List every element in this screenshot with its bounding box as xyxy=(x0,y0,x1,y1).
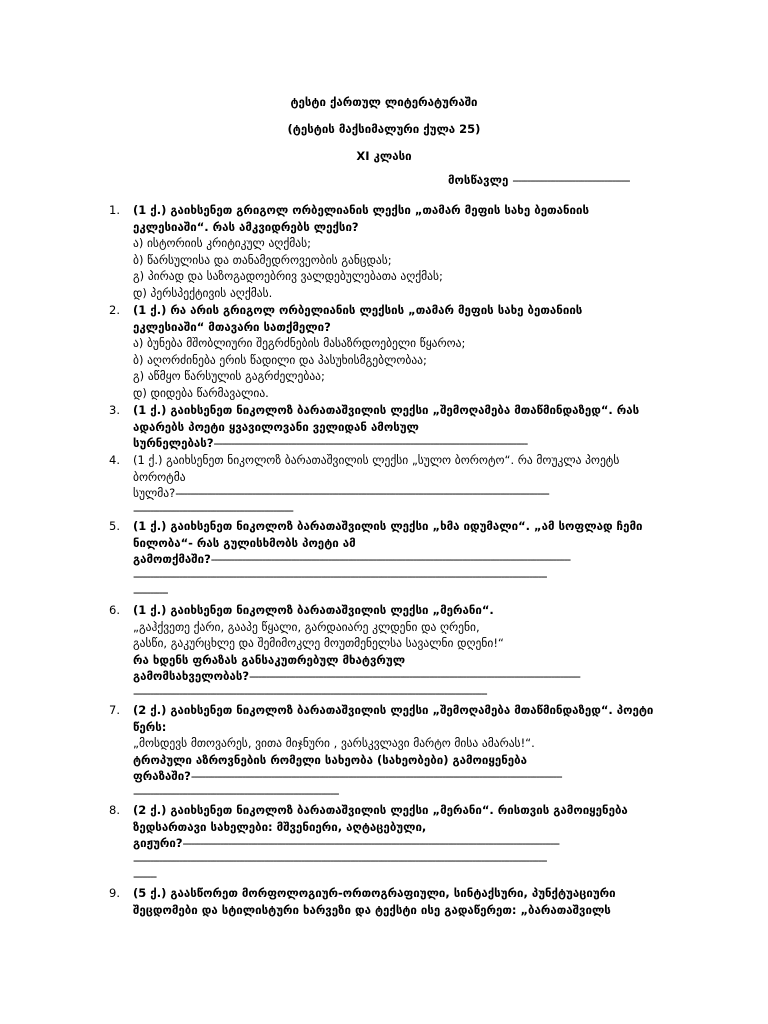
question-number: 4. xyxy=(109,453,120,467)
question-line xyxy=(133,485,684,502)
answer-line xyxy=(133,502,684,519)
question-text: გამომსახველობას? xyxy=(133,669,250,684)
question-text: ბოროტმა xyxy=(133,469,186,484)
answer-blank: ------------ xyxy=(133,585,168,600)
question-3 xyxy=(109,402,684,452)
question-5 xyxy=(109,518,684,601)
question-text: სულმა? xyxy=(133,486,176,501)
question-line xyxy=(133,719,684,736)
answer-blank: ------------------------------------------------------------------------------------------------------------------------------------------------- xyxy=(133,852,547,867)
question-body xyxy=(133,602,684,702)
question-line xyxy=(133,702,684,719)
page-title: ტესტი ქართულ ლიტერატურაში xyxy=(290,95,478,109)
question-line xyxy=(133,435,684,452)
question-text: ეკლესიაში“. რას ამკვიდრებს ლექსი? xyxy=(133,219,359,234)
question-line xyxy=(133,419,684,436)
question-text: ა) ისტორიის კრიტიკულ აღქმას; xyxy=(133,236,311,251)
answer-blank: ------------------------------------------------------------------------------------------------------------------------------------ xyxy=(182,836,559,851)
question-text: წერს: xyxy=(133,719,167,734)
question-body xyxy=(133,452,684,518)
question-line xyxy=(133,268,684,285)
answer-blank: ------------------------------------------------------------------------------------------------------------------------------------------------- xyxy=(133,568,547,583)
page-subtitle: (ტესტის მაქსიმალური ქულა 25) xyxy=(287,122,481,136)
answer-line xyxy=(133,852,684,869)
question-line xyxy=(133,319,684,336)
question-text: ტროპული აზროვნების რომელი სახეობა (სახეობები) გამოიყენება xyxy=(133,752,527,767)
question-line xyxy=(133,452,684,469)
question-line xyxy=(133,402,684,419)
question-text: ბ) აღორძინება ერის წადილი და პასუხისმგებლობაა; xyxy=(133,352,427,367)
question-text: (1 ქ.) გაიხსენეთ გრიგოლ ორბელიანის ლექსი „თამარ მეფის სახე ბეთანიის xyxy=(133,203,589,217)
question-body xyxy=(133,202,684,302)
question-number: 2. xyxy=(109,303,120,317)
question-text: სურნელებას? xyxy=(133,436,214,451)
answer-blank: -------- xyxy=(133,869,156,884)
question-text: (1 ქ.) რა არის გრიგოლ ორბელიანის ლექსის „თამარ მეფის სახე ბეთანიის xyxy=(133,303,583,317)
question-text: (2 ქ.) გაიხსენეთ ნიკოლოზ ბარათაშვილის ლექსი „მერანი“. რისთვის გამოიყენება xyxy=(133,803,628,817)
question-2 xyxy=(109,302,684,402)
question-text: ფრაზაში? xyxy=(133,769,191,784)
question-line xyxy=(133,368,684,385)
question-line xyxy=(133,235,684,252)
question-line xyxy=(133,219,684,236)
question-line xyxy=(133,551,684,568)
answer-blank: ------------------------------------------------------------------------ xyxy=(133,785,339,800)
question-line xyxy=(133,668,684,685)
answer-blank: ----------------------------------------------------------------------------------------------------------------------------------- xyxy=(175,486,549,501)
question-8 xyxy=(109,802,684,885)
question-text: (5 ქ.) გაასწორეთ მორფოლოგიურ-ორთოგრაფიული, სინტაქსური, პუნქტუაციური xyxy=(133,886,616,900)
student-name-line xyxy=(448,173,629,187)
question-line xyxy=(133,285,684,302)
question-line xyxy=(133,819,684,836)
question-number: 1. xyxy=(109,203,120,217)
question-line xyxy=(133,252,684,269)
question-text: „გაჰქვეთე ქარი, გააპე წყალი, გარდაიარე კლდენი და ღრენი, xyxy=(133,619,480,634)
question-7 xyxy=(109,702,684,802)
question-body xyxy=(133,518,684,601)
question-text: გ) აწმყო წარსულის გაგრძელებაა; xyxy=(133,369,325,384)
question-text: გიჟური? xyxy=(133,836,183,851)
question-line xyxy=(133,652,684,669)
student-label: მოსწავლე xyxy=(448,173,509,187)
question-line xyxy=(133,619,684,636)
question-line xyxy=(133,835,684,852)
question-number: 3. xyxy=(109,403,120,417)
question-line xyxy=(133,768,684,785)
question-text: გასწი, გაკურცხლე და შემიმოკლე მოუთმენელსა სავალნი დღენი!“ xyxy=(133,636,504,651)
question-number: 5. xyxy=(109,519,120,533)
answer-blank: -------------------------------------------------------- xyxy=(133,502,293,517)
question-line xyxy=(133,352,684,369)
answer-blank: ------------------------------------------------------------------------------------------------------------------------------ xyxy=(210,552,570,567)
question-line xyxy=(133,385,684,402)
question-line xyxy=(133,635,684,652)
question-9 xyxy=(109,885,684,918)
question-text: ეკლესიაში“ მთავარი სათქმელი? xyxy=(133,319,331,334)
question-line xyxy=(133,302,684,319)
question-number: 7. xyxy=(109,703,120,717)
question-text: „მოსდევს მთოვარეს, ვითა მიჯნური , ვარსკვლავი მარტო მისა ამარას!“. xyxy=(133,736,535,751)
question-line xyxy=(133,902,684,919)
question-text: შეცდომები და სტილისტური ხარვეზი და ტექსტი ისე გადაწერეთ: „ბარათაშვილს xyxy=(133,902,611,917)
question-body xyxy=(133,802,684,885)
question-line xyxy=(133,202,684,219)
answer-line xyxy=(133,568,684,585)
question-text: (1 ქ.) გაიხსენეთ ნიკოლოზ ბარათაშვილის ლექსი „სულო ბოროტო“. რა მოუკლა პოეტს xyxy=(133,453,620,467)
question-body xyxy=(133,885,684,918)
question-body xyxy=(133,302,684,402)
grade-label: XI კლასი xyxy=(356,149,412,163)
question-line xyxy=(133,602,684,619)
question-text: (1 ქ.) გაიხსენეთ ნიკოლოზ ბარათაშვილის ლექსი „შემოღამება მთაწმინდაზედ“. რას xyxy=(133,403,640,417)
question-text: გ) პირად და საზოგადოებრივ ვალდებულებათა აღქმას; xyxy=(133,269,443,284)
question-line xyxy=(133,469,684,486)
question-line xyxy=(133,735,684,752)
question-text: (2 ქ.) გაიხსენეთ ნიკოლოზ ბარათაშვილის ლექსი „შემოღამება მთაწმინდაზედ“. პოეტი xyxy=(133,703,654,717)
answer-line xyxy=(133,685,684,702)
answer-line xyxy=(133,785,684,802)
question-text: რა ხდენს ფრაზას განსაკუთრებულ მხატვრულ xyxy=(133,652,406,667)
question-line xyxy=(133,335,684,352)
question-body xyxy=(133,402,684,452)
question-4 xyxy=(109,452,684,518)
student-blank: ----------------------------------------- xyxy=(512,173,630,187)
question-text: დ) პერსპექტივის აღქმას. xyxy=(133,285,273,300)
question-line xyxy=(133,802,684,819)
answer-line xyxy=(133,868,684,885)
question-text: ბ) წარსულისა და თანამედროვეობის განცდას; xyxy=(133,252,392,267)
question-line xyxy=(133,752,684,769)
question-text: ა) ბუნება მშობლიური შეგრძნების მასაზრდოებელი წყაროა; xyxy=(133,336,466,351)
question-text: (1 ქ.) გაიხსენეთ ნიკოლოზ ბარათაშვილის ლექსი „ხმა იდუმალი“. „ამ სოფლად ჩემი xyxy=(133,519,643,533)
question-line xyxy=(133,518,684,535)
answer-blank: -------------------------------------------------------------------------------------------------------------- xyxy=(213,436,527,451)
answer-blank: ---------------------------------------------------------------------------------------------------------------------------- xyxy=(133,685,487,700)
question-number: 6. xyxy=(109,603,120,617)
answer-blank: -------------------------------------------------------------------------------------------------------------------- xyxy=(249,669,580,684)
question-number: 9. xyxy=(109,886,120,900)
question-text: (1 ქ.) გაიხსენეთ ნიკოლოზ ბარათაშვილის ლექსი „მერანი“. xyxy=(133,603,494,617)
question-line xyxy=(133,535,684,552)
question-body xyxy=(133,702,684,802)
question-text: გამოთქმაში? xyxy=(133,552,211,567)
question-text: ნილობა“- რას გულისხმობს პოეტი ამ xyxy=(133,535,356,550)
question-text: დ) დიდება წარმავალია. xyxy=(133,385,269,400)
question-text: ზედსართავი სახელები: მშვენიერი, აღტაცებული, xyxy=(133,819,427,834)
question-number: 8. xyxy=(109,803,120,817)
question-line xyxy=(133,885,684,902)
answer-line xyxy=(133,584,684,601)
question-6 xyxy=(109,602,684,702)
question-1 xyxy=(109,202,684,302)
question-text: ადარებს პოეტი ყვავილოვანი ველიდან ამოსულ xyxy=(133,419,419,434)
answer-blank: ---------------------------------------------------------------------------------------------------------------------------------- xyxy=(190,769,562,784)
